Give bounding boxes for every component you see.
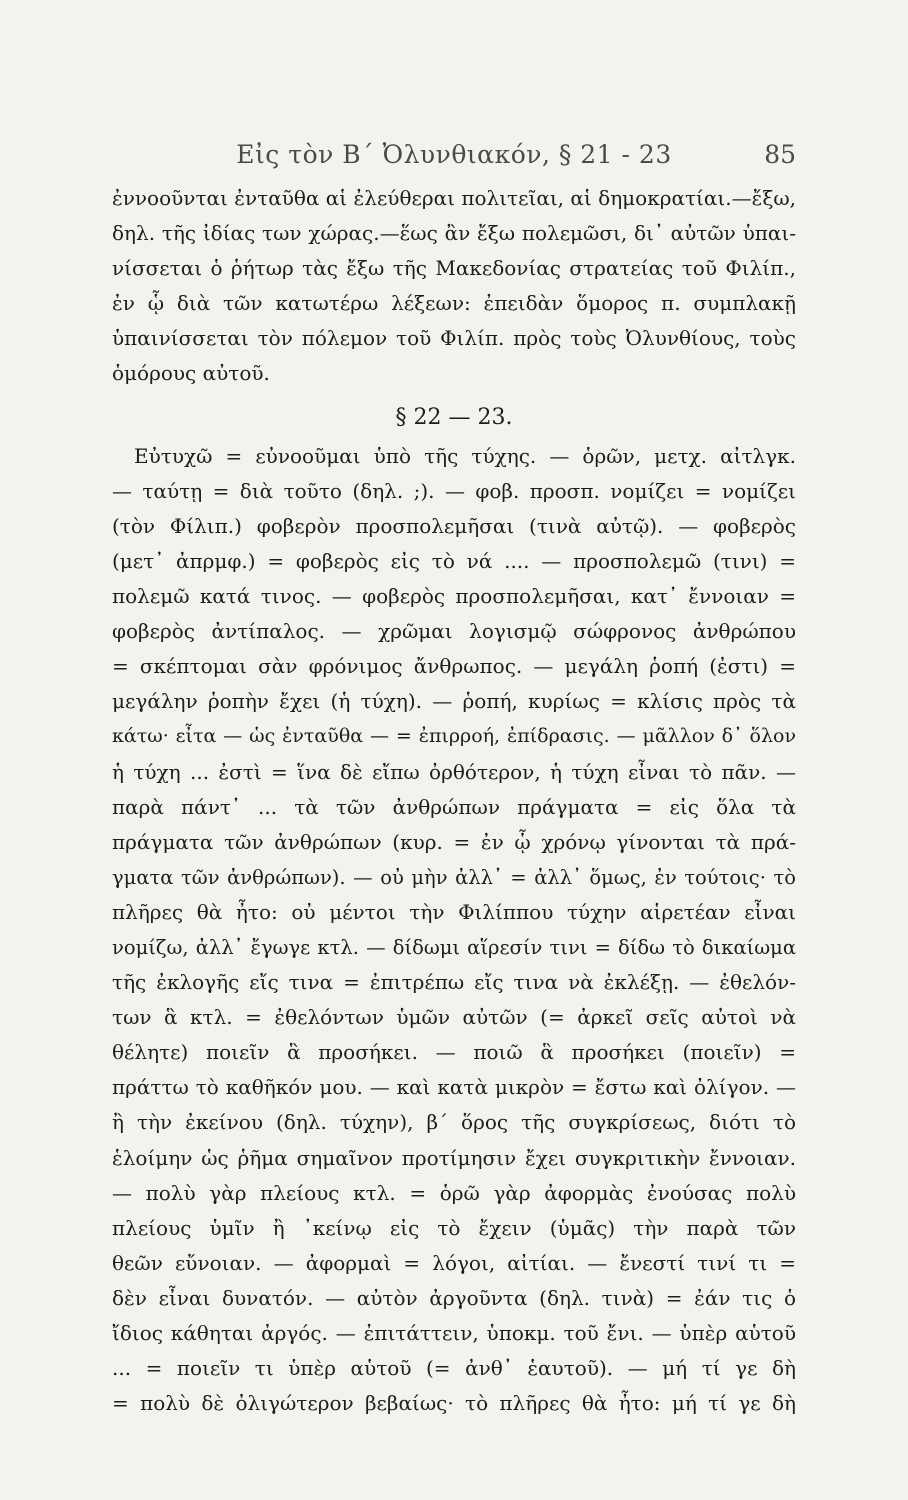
- text-line: των ἃ κτλ. = ἐθελόντων ὑμῶν αὐτῶν (= ἀρκεῖ σεῖς αὐτοὶ νὰ: [112, 1005, 796, 1030]
- text-line: = σκέπτομαι σὰν φρόνιμος ἄνθρωπος. — μεγάλη ῥοπή (ἐστι) =: [112, 654, 796, 679]
- page-number: 85: [764, 140, 796, 169]
- text-line: ἐννοοῦνται ἐνταῦθα αἱ ἐλεύθεραι πολιτεῖαι, αἱ δημοκρατίαι.—ἔξω,: [112, 186, 796, 210]
- text-line: (μετ᾽ ἀπρμφ.) = φοβερὸς εἰς τὸ νά .... — προσπολεμῶ (τινι) =: [112, 548, 796, 573]
- text-line: δηλ. τῆς ἰδίας των χώρας.—ἕως ἂν ἔξω πολεμῶσι, δι᾽ αὐτῶν ὑπαι-: [112, 221, 796, 246]
- text-line: ἢ τὴν ἐκείνου (δηλ. τύχην), β΄ ὅρος τῆς συγκρίσεως, διότι τὸ: [112, 1110, 796, 1135]
- text-line: θέλητε) ποιεῖν ἃ προσήκει. — ποιῶ ἃ προσήκει (ποιεῖν) =: [112, 1040, 796, 1065]
- text-line: πράττω τὸ καθῆκόν μου. — καὶ κατὰ μικρὸν = ἔστω καὶ ὀλίγον. —: [112, 1075, 796, 1100]
- text-line: ἑλοίμην ὡς ῥῆμα σημαῖνον προτίμησιν ἔχει συγκριτικὴν ἔννοιαν.: [112, 1145, 796, 1170]
- text-line: — ταύτῃ = διὰ τοῦτο (δηλ. ;). — φοβ. προσπ. νομίζει = νομίζει: [112, 478, 796, 503]
- paragraph-commentary: [112, 439, 796, 1422]
- text-line: πλῆρες θὰ ἦτο: οὐ μέντοι τὴν Φιλίππου τύχην αἱρετέαν εἶναι: [112, 899, 796, 924]
- text-line: παρὰ πάντ᾽ ... τὰ τῶν ἀνθρώπων πράγματα = εἰς ὅλα τὰ: [112, 794, 796, 819]
- text-line: ὑπαινίσσεται τὸν πόλεμον τοῦ Φιλίπ. πρὸς τοὺς Ὀλυνθίους, τοὺς: [112, 326, 796, 351]
- text-line: πολεμῶ κατά τινος. — φοβερὸς προσπολεμῆσαι, κατ᾽ ἔννοιαν =: [112, 584, 796, 609]
- text-line: (τὸν Φίλιπ.) φοβερὸν προσπολεμῆσαι (τινὰ αὐτῷ). — φοβερὸς: [112, 513, 796, 538]
- text-line: τῆς ἐκλογῆς εἴς τινα = ἐπιτρέπω εἴς τινα νὰ ἐκλέξῃ. — ἐθελόν-: [112, 970, 796, 995]
- page-body: [112, 181, 796, 1421]
- text-line: = πολὺ δὲ ὀλιγώτερον βεβαίως· τὸ πλῆρες θὰ ἦτο: μή τί γε δὴ: [112, 1391, 796, 1416]
- running-header: [0, 130, 908, 180]
- text-line: — πολὺ γὰρ πλείους κτλ. = ὁρῶ γὰρ ἀφορμὰς ἐνούσας πολὺ: [112, 1180, 796, 1205]
- text-line: ἴδιος κάθηται ἀργός. — ἐπιτάττειν, ὑποκμ. τοῦ ἔνι. — ὑπὲρ αὑτοῦ: [112, 1321, 796, 1345]
- paragraph-intro: [112, 181, 796, 392]
- text-line: ... = ποιεῖν τι ὑπὲρ αὑτοῦ (= ἀνθ᾽ ἑαυτοῦ). — μή τί γε δὴ: [112, 1356, 796, 1381]
- text-line: νομίζω, ἀλλ᾽ ἔγωγε κτλ. — δίδωμι αἵρεσίν τινι = δίδω τὸ δικαίωμα: [112, 935, 796, 959]
- header-title: Εἰς τὸν Β΄ Ὀλυνθιακόν, § 21 - 23: [236, 140, 672, 169]
- text-line: μεγάλην ῥοπὴν ἔχει (ἡ τύχη). — ῥοπή, κυρίως = κλίσις πρὸς τὰ: [112, 689, 796, 714]
- text-line: ἡ τύχη ... ἐστὶ = ἵνα δὲ εἴπω ὀρθότερον, ἡ τύχη εἶναι τὸ πᾶν. —: [112, 759, 796, 784]
- text-line: φοβερὸς ἀντίπαλος. — χρῶμαι λογισμῷ σώφρονος ἀνθρώπου: [112, 619, 796, 644]
- text-line: θεῶν εὔνοιαν. — ἀφορμαὶ = λόγοι, αἰτίαι. — ἔνεστί τινί τι =: [112, 1250, 796, 1275]
- text-line: νίσσεται ὁ ῥήτωρ τὰς ἔξω τῆς Μακεδονίας στρατείας τοῦ Φιλίπ.,: [112, 256, 796, 281]
- text-line: πλείους ὑμῖν ἢ ᾽κείνῳ εἰς τὸ ἔχειν (ὑμᾶς) τὴν παρὰ τῶν: [112, 1215, 796, 1240]
- text-line: γματα τῶν ἀνθρώπων). — οὐ μὴν ἀλλ᾽ = ἀλλ᾽ ὅμως, ἐν τούτοις· τὸ: [112, 865, 796, 889]
- text-line: Εὐτυχῶ = εὐνοοῦμαι ὑπὸ τῆς τύχης. — ὁρῶν, μετχ. αἰτλγκ.: [134, 443, 796, 468]
- text-line: πράγματα τῶν ἀνθρώπων (κυρ. = ἐν ᾧ χρόνῳ γίνονται τὰ πρά-: [112, 829, 796, 854]
- section-heading: § 22 — 23.: [395, 404, 513, 430]
- text-line: ἐν ᾧ διὰ τῶν κατωτέρω λέξεων: ἐπειδὰν ὅμορος π. συμπλακῇ: [112, 291, 796, 316]
- text-line: δὲν εἶναι δυνατόν. — αὐτὸν ἀργοῦντα (δηλ. τινὰ) = ἐάν τις ὁ: [112, 1285, 796, 1310]
- text-line: κάτω· εἶτα — ὡς ἐνταῦθα — = ἐπιρροή, ἐπίδρασις. — μᾶλλον δ᾽ ὅλον: [112, 725, 796, 748]
- text-line: ὁμόρους αὐτοῦ.: [112, 361, 270, 386]
